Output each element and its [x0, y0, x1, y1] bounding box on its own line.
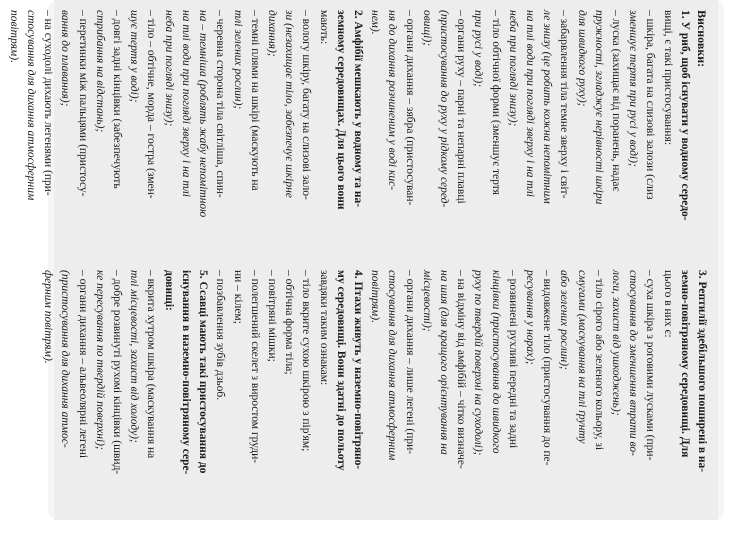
text-line: – позбавлення зубів дзьоб.	[214, 270, 227, 401]
text-line: існування в наземно-повітряному сере-	[179, 270, 192, 475]
text-line: нем).	[369, 10, 382, 35]
text-line: – шкіра, багата на слизові залози (слиз	[644, 10, 657, 200]
text-line: тлі місцевості, захист від холоду);	[128, 270, 141, 443]
text-line: шує тертя у воді);	[128, 10, 141, 103]
text-line: 1. У риб, щоб існувати у водному середо-	[678, 10, 691, 221]
text-line: – вологу шкіру, багату на слизові зало-	[300, 10, 313, 200]
text-line: ресування у норах);	[523, 270, 536, 365]
text-line: зи (незахищає тіло, забезпечує шкірне	[283, 10, 296, 198]
text-line: – забарвлення тіла темне зверху і світ-	[558, 10, 571, 199]
text-line: – полегшений скелет з виростом груди-	[248, 270, 261, 464]
text-line: – обтічна форма тіла;	[283, 270, 296, 375]
conclusions-heading: Висновки:	[695, 10, 709, 68]
text-line: ке пересування по твердій поверхні);	[93, 270, 106, 450]
text-line: стрибання на відстань);	[93, 10, 106, 133]
text-line: зменшує тертя при русі у воді);	[627, 10, 640, 167]
text-line: стосування для дихання атмосферним	[25, 10, 38, 201]
left-column	[5, 10, 710, 258]
text-line: дихання);	[265, 10, 278, 57]
text-line: – розвинені рухливі передні та задні	[506, 270, 519, 449]
text-line: – довгі задні кінцівки (забезпечують	[111, 10, 124, 189]
text-line: – органи руху – парні та непарні плавці	[455, 10, 468, 204]
text-line: – органи дихання – лише легені (при-	[403, 270, 416, 455]
text-line: – суха шкіра з роговими лусками (при-	[644, 270, 657, 461]
text-line: логи, захист від ушкоджень);	[609, 270, 622, 416]
text-line: для швидкого руху);	[575, 10, 588, 107]
text-line: ни – кілем;	[231, 270, 244, 324]
text-line: – черевна сторона тіла світліша, спин-	[214, 10, 227, 198]
text-line: на шия (для кращого орієнтування на	[437, 270, 450, 455]
text-line: земному середовищах. Для цього вони	[334, 10, 347, 210]
text-line: стосування до зменшення втрати во-	[627, 270, 640, 456]
text-line: вищі, є такі пристосування:	[661, 10, 674, 146]
text-line: – тіло вкрите сухою шкірою з пір'ям;	[300, 270, 313, 452]
content-card	[7, 0, 724, 520]
left-column-lines	[5, 10, 693, 258]
text-line: овищі);	[420, 10, 433, 47]
text-line: неба при погляді знизу);	[506, 10, 519, 127]
text-line: – тіло – обтічне, морда – гостра (змен-	[145, 10, 158, 199]
text-line: повітрям).	[369, 270, 382, 323]
text-line: – луска (захищає від поранень, надає	[609, 10, 622, 192]
text-line: мають:	[317, 10, 330, 45]
text-line: кінцівки (пристосування до швидкого	[489, 270, 502, 454]
text-line: цього в них є:	[661, 270, 674, 338]
rotated-page	[7, 0, 718, 520]
text-line: ле знизу (це робить кожна непомітним	[541, 10, 554, 204]
text-line: – органи дихання – альвеолярні легені	[76, 270, 89, 459]
text-line: пружності, згладжує нерівності шкіри	[592, 10, 605, 205]
text-line: – тіло обтічної форми (зменшує тертя	[489, 10, 502, 195]
text-line: – повітряні мішки;	[265, 270, 278, 362]
text-line: неба при погляді знизу);	[162, 10, 175, 127]
text-line: – тіло сірого або зеленого кольору, зі	[592, 270, 605, 451]
text-line: при русі у воді);	[472, 10, 485, 88]
text-line: на тлі води при погляді зверху і на тлі	[523, 10, 536, 197]
right-column-lines	[39, 270, 710, 518]
text-line: місцевості);	[420, 270, 433, 332]
text-line: вання до плавання);	[59, 10, 72, 107]
text-line: завдяки таким ознакам:	[317, 270, 330, 386]
text-line: 2. Амфібії мешкають у водному та на-	[351, 10, 364, 208]
text-line: смугами (маскування на тлі ґрунту	[575, 270, 588, 444]
text-line: – вкрита хутром шкіра (маскування на	[145, 270, 158, 459]
text-line: стосування для дихання атмосферним	[386, 270, 399, 461]
text-line: повітрям).	[7, 10, 20, 63]
text-line: земно-повітряному середовищі. Для	[678, 270, 691, 458]
text-line: – органи дихання – зябра (пристосуван-	[403, 10, 416, 206]
text-line: – видовжене тіло (пристосування до пе-	[541, 270, 554, 466]
text-line: або зелених рослин);	[558, 270, 571, 370]
text-line: – темні плями на шкірі (маскують на	[248, 10, 261, 191]
text-line: – добре розвинуті рухомі кінцівки (швид-	[111, 270, 124, 475]
text-line: – на суходолі дихають легенями (при-	[42, 10, 55, 196]
text-line: му середовищі. Вони здатні до польоту	[334, 270, 347, 471]
text-line: на – темніша (роблять жабу непомітною	[197, 10, 210, 218]
text-line: (пристосування до руху у рідкому серед-	[437, 10, 450, 208]
text-line: на тлі води при погляді зверху і на тлі	[179, 10, 192, 197]
text-line: руху по твердій поверхні на суходолі);	[472, 270, 485, 456]
text-line: 3. Рептилії здебільшого поширені в на-	[696, 270, 708, 473]
text-line: тлі зелених рослин);	[231, 10, 244, 110]
text-line: ферним повітрям).	[42, 270, 55, 364]
text-line: (пристосування для дихання атмос-	[59, 270, 72, 448]
text-line: 5. Ссавці мають такі пристосування до	[197, 270, 210, 474]
right-column	[39, 270, 710, 518]
text-line: – на відміну від амфібій – чітко визначе-	[455, 270, 468, 469]
text-line: довищі:	[162, 270, 175, 311]
text-line: – перетинки між пальцями (пристосу-	[76, 10, 89, 197]
text-line: ня до дихання розчиненим у воді кис-	[386, 10, 399, 191]
text-line: 4. Птахи живуть у наземно-повітряно-	[351, 270, 364, 470]
textbook-photo	[7, 0, 718, 520]
